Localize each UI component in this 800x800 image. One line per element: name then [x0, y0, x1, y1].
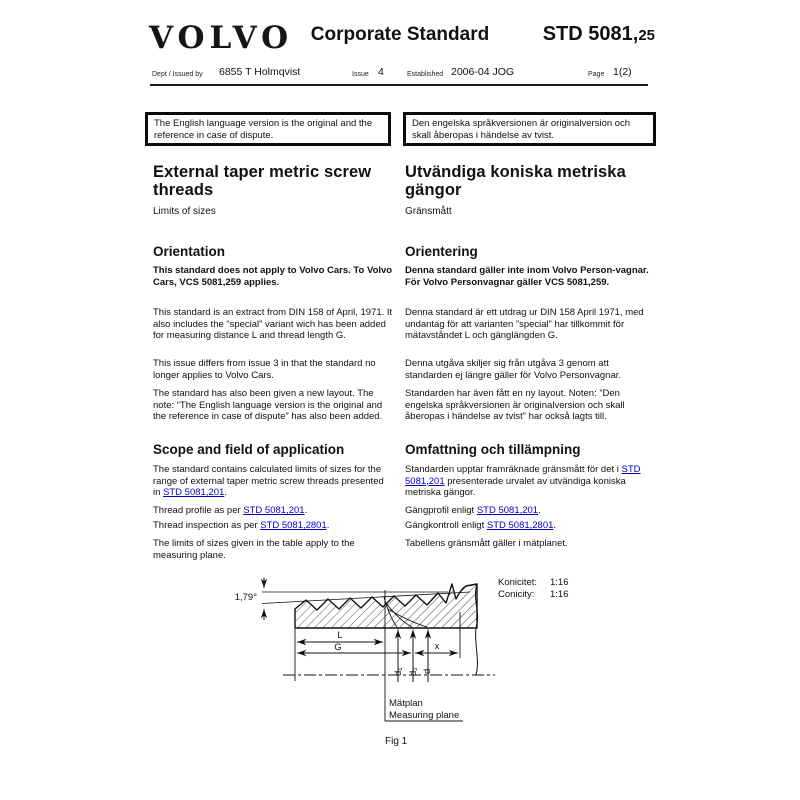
paragraph-profile-sv — [405, 505, 657, 517]
konicitet-label: Konicitet: — [498, 577, 538, 588]
dia-label-d1: d₁ — [393, 667, 404, 676]
notice-box-english: The English language version is the original and the reference in case of dispute. — [145, 112, 391, 146]
scope-text-end-sv: presenterade urvalet av utvändiga koniska metriska gängor. — [405, 475, 626, 499]
dim-label-l: L — [337, 630, 343, 641]
konicitet-value: 1:16 — [550, 577, 569, 588]
title-sv: Utvändiga koniska metriska gängor — [405, 163, 626, 199]
paragraph-issue-sv: Denna utgåva skiljer sig från utgåva 3 genom att standarden ej längre gäller för Volvo Personvagnar. — [405, 358, 621, 381]
dept-label: Dept / Issued by — [152, 71, 203, 78]
paragraph-scope-sv — [405, 464, 657, 499]
scope-text-sv: Standarden upptar framräknade gränsmått för det i — [405, 464, 622, 475]
link-std-5081-201[interactable]: STD 5081,201 — [476, 505, 539, 516]
link-std-5081-2801[interactable]: STD 5081,2801 — [260, 520, 327, 531]
issue-value: 4 — [378, 66, 384, 78]
dept-value: 6855 T Holmqvist — [219, 66, 301, 78]
dia-label-d: d — [422, 668, 433, 674]
link-std-5081-201[interactable]: STD 5081,201 — [405, 464, 641, 487]
scope-text-en: The standard contains calculated limits of sizes for the range of external taper metric screw threads presented in — [153, 464, 384, 499]
issue-label: Issue — [352, 71, 369, 78]
figure-thread-drawing — [225, 570, 525, 750]
paragraph-inspection-sv — [405, 520, 657, 532]
subtitle-en: Limits of sizes — [153, 206, 216, 217]
link-std-5081-201[interactable]: STD 5081,201 — [163, 487, 225, 499]
volvo-logo: VOLVO — [149, 20, 294, 56]
paragraph-extract-sv: Denna standard är ett utdrag ur DIN 158 April 1971, med undantag för att varianten ”special” har tillkommit för mätavståndet L och gänglängden G. — [405, 307, 644, 342]
profile-text-sv: Gängprofil enligt — [405, 505, 477, 516]
paragraph-layout-sv: Standarden har även fått en ny layout. Noten: ”Den engelska språkversionen är originalversion och skall åberopas i händelse av tvist” har också lagts till. — [405, 388, 625, 423]
conicity-label: Conicity: — [498, 589, 535, 600]
dim-label-g: G — [334, 642, 342, 653]
paragraph-layout-en: The standard has also been given a new layout. The note: “The English language version is the original and the reference in case of dispute” has also been added. — [153, 388, 383, 423]
scope-text-end-en: . — [224, 487, 227, 499]
established-value: 2006-04 JOG — [451, 66, 515, 78]
profile-text-end-en: . — [304, 505, 308, 516]
notice-box-swedish: Den engelska språkversionen är originalversion och skall åberopas i händelse av tvist. — [403, 112, 656, 146]
document-type-title: Corporate Standard — [310, 24, 490, 45]
standard-number-suffix: 25 — [638, 27, 655, 44]
konicitet-row — [498, 577, 569, 589]
heading-orientation-en: Orientation — [153, 244, 226, 259]
dim-label-x: x — [434, 641, 440, 652]
figure-caption: Fig 1 — [385, 736, 408, 747]
paragraph-scope-en — [153, 464, 393, 499]
page-value: 1(2) — [613, 66, 632, 78]
matplan-label: Mätplan — [389, 698, 423, 709]
profile-text-en: Thread profile as per — [153, 505, 244, 516]
measuring-plane-label: Measuring plane — [389, 710, 460, 721]
standard-number-main: STD 5081, — [542, 23, 639, 45]
link-std-5081-201[interactable]: STD 5081,201 — [243, 505, 305, 516]
subtitle-sv: Gränsmått — [405, 206, 452, 217]
heading-scope-en: Scope and field of application — [153, 442, 345, 457]
paragraph-inspection-en — [153, 520, 393, 532]
profile-text-end-sv: . — [538, 505, 541, 516]
inspection-text-en: Thread inspection as per — [153, 520, 261, 531]
conicity-row — [498, 589, 569, 601]
paragraph-issue-en: This issue differs from issue 3 in that the standard no longer applies to Volvo Cars. — [153, 358, 376, 381]
inspection-text-end-sv: . — [553, 520, 557, 531]
rod-body — [295, 584, 477, 628]
paragraph-profile-en — [153, 505, 393, 517]
paragraph-not-apply-en: This standard does not apply to Volvo Cars. To Volvo Cars, VCS 5081,259 applies. — [153, 265, 393, 288]
heading-scope-sv: Omfattning och tillämpning — [405, 442, 581, 457]
dia-label-d2: d₂ — [408, 667, 419, 676]
paragraph-extract-en: This standard is an extract from DIN 158 of April, 1971. It also includes the “special” variant wich has been added for measuring distance L and thread length G. — [153, 307, 393, 342]
conicity-value: 1:16 — [550, 589, 569, 600]
inspection-text-end-en: . — [326, 520, 330, 531]
inspection-text-sv: Gängkontroll enligt — [405, 520, 487, 531]
link-std-5081-2801[interactable]: STD 5081,2801 — [486, 520, 554, 531]
paragraph-not-apply-sv: Denna standard gäller inte inom Volvo Person-vagnar. För Volvo Personvagnar gäller VCS 5081,259. — [405, 265, 649, 288]
paragraph-limits-en: The limits of sizes given in the table apply to the measuring plane. — [153, 538, 355, 561]
conicity-note — [498, 577, 569, 601]
page-label: Page — [588, 71, 605, 78]
title-en: External taper metric screw threads — [153, 163, 372, 199]
angle-label: 1,79° — [234, 592, 257, 603]
heading-orientation-sv: Orientering — [405, 244, 478, 259]
paragraph-limits-sv: Tabellens gränsmått gäller i mätplanet. — [405, 538, 568, 549]
established-label: Established — [407, 71, 444, 78]
